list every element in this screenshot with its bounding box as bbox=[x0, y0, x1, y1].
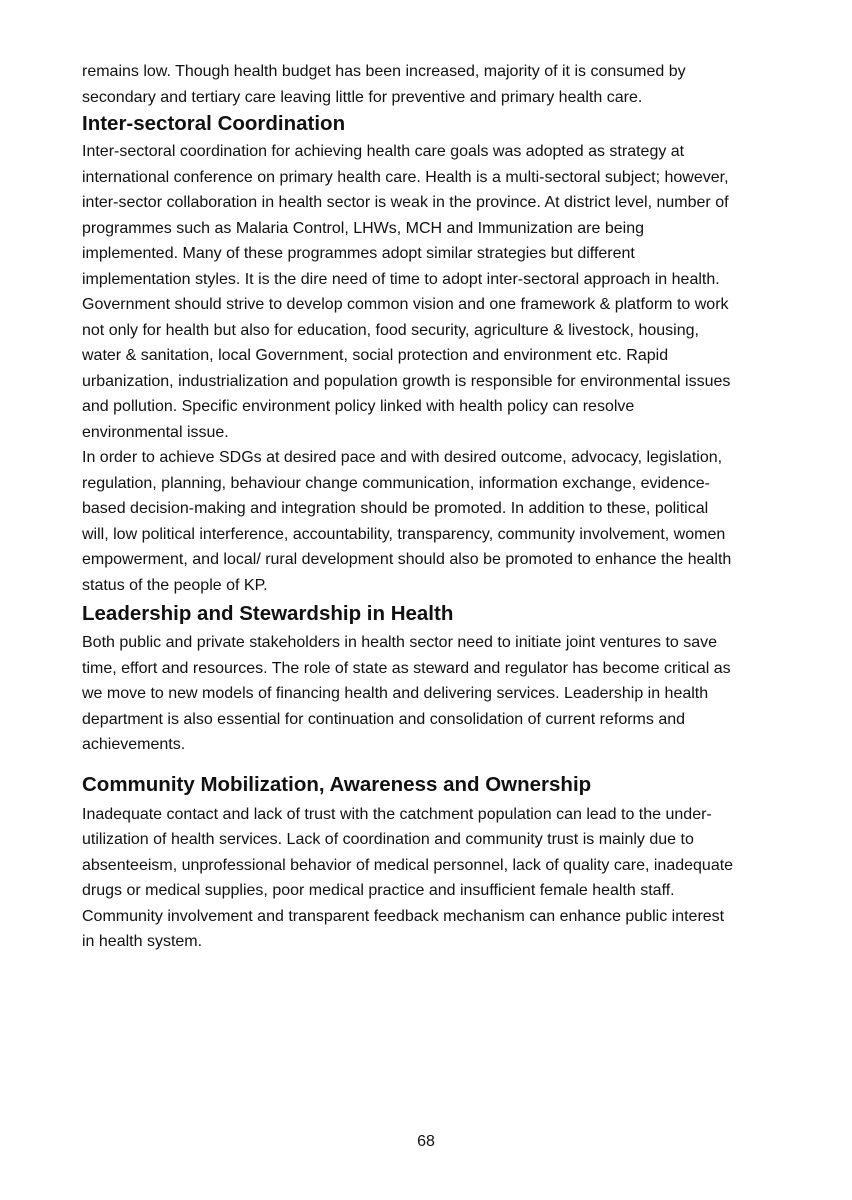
paragraph-line: programmes such as Malaria Control, LHWs, MCH and Immunization are being bbox=[82, 219, 644, 237]
community-paragraph bbox=[82, 802, 782, 955]
paragraph-line: department is also essential for continuation and consolidation of current reforms and bbox=[82, 710, 686, 728]
paragraph-line: in health system. bbox=[82, 933, 203, 950]
paragraph-line: urbanization, industrialization and population growth is responsible for environmental issues bbox=[82, 372, 731, 390]
paragraph-line: implementation styles. It is the dire need of time to adopt inter-sectoral approach in health. bbox=[82, 270, 720, 288]
paragraph-line: time, effort and resources. The role of state as steward and regulator has become critical as bbox=[82, 659, 731, 677]
paragraph-line: not only for health but also for education, food security, agriculture & livestock, housing, bbox=[82, 321, 699, 339]
paragraph-line: water & sanitation, local Government, social protection and environment etc. Rapid bbox=[82, 347, 669, 364]
paragraph-line: In order to achieve SDGs at desired pace and with desired outcome, advocacy, legislation, bbox=[82, 449, 723, 466]
section-heading-community: Community Mobilization, Awareness and Ownership bbox=[82, 772, 592, 796]
paragraph-line: Inter-sectoral coordination for achieving health care goals was adopted as strategy at bbox=[82, 143, 685, 160]
paragraph-line: Community involvement and transparent feedback mechanism can enhance public interest bbox=[82, 907, 725, 925]
paragraph-line: will, low political interference, accountability, transparency, community involvement, women bbox=[82, 525, 726, 543]
paragraph-line: inter-sector collaboration in health sector is weak in the province. At district level, number of bbox=[82, 194, 729, 211]
paragraph-line: international conference on primary health care. Health is a multi-sectoral subject; however, bbox=[82, 168, 729, 186]
paragraph-line: regulation, planning, behaviour change communication, information exchange, evidence- bbox=[82, 474, 710, 492]
paragraph-line: achievements. bbox=[82, 736, 186, 753]
inter-sectoral-paragraph-2 bbox=[82, 445, 782, 598]
paragraph-line: empowerment, and local/ rural development should also be promoted to enhance the health bbox=[82, 551, 732, 568]
paragraph-line: drugs or medical supplies, poor medical practice and insufficient female health staff. bbox=[82, 882, 675, 899]
paragraph-line: we move to new models of financing health and delivering services. Leadership in health bbox=[82, 685, 709, 702]
paragraph-line: based decision-making and integration should be promoted. In addition to these, political bbox=[82, 500, 709, 517]
page-content bbox=[82, 59, 782, 955]
inter-sectoral-paragraph-1 bbox=[82, 139, 782, 445]
section-heading-leadership: Leadership and Stewardship in Health bbox=[82, 602, 454, 625]
leadership-paragraph bbox=[82, 630, 782, 758]
paragraph-line: status of the people of KP. bbox=[82, 576, 268, 594]
paragraph-line: absenteeism, unprofessional behavior of medical personnel, lack of quality care, inadequate bbox=[82, 856, 734, 874]
page-number: 68 bbox=[417, 1133, 435, 1150]
paragraph-line: implemented. Many of these programmes adopt similar strategies but different bbox=[82, 245, 635, 262]
paragraph-line: environmental issue. bbox=[82, 423, 229, 441]
intro-paragraph bbox=[82, 59, 782, 110]
paragraph-line: Both public and private stakeholders in health sector need to initiate joint ventures to save bbox=[82, 634, 718, 651]
paragraph-line: remains low. Though health budget has been increased, majority of it is consumed by bbox=[82, 63, 686, 80]
paragraph-line: and pollution. Specific environment policy linked with health policy can resolve bbox=[82, 398, 635, 415]
paragraph-line: secondary and tertiary care leaving little for preventive and primary health care. bbox=[82, 88, 643, 106]
paragraph-line: utilization of health services. Lack of coordination and community trust is mainly due to bbox=[82, 831, 694, 848]
paragraph-line: Inadequate contact and lack of trust with the catchment population can lead to the under- bbox=[82, 805, 712, 823]
paragraph-line: Government should strive to develop common vision and one framework & platform to work bbox=[82, 296, 729, 313]
section-heading-inter-sectoral: Inter-sectoral Coordination bbox=[82, 112, 346, 135]
